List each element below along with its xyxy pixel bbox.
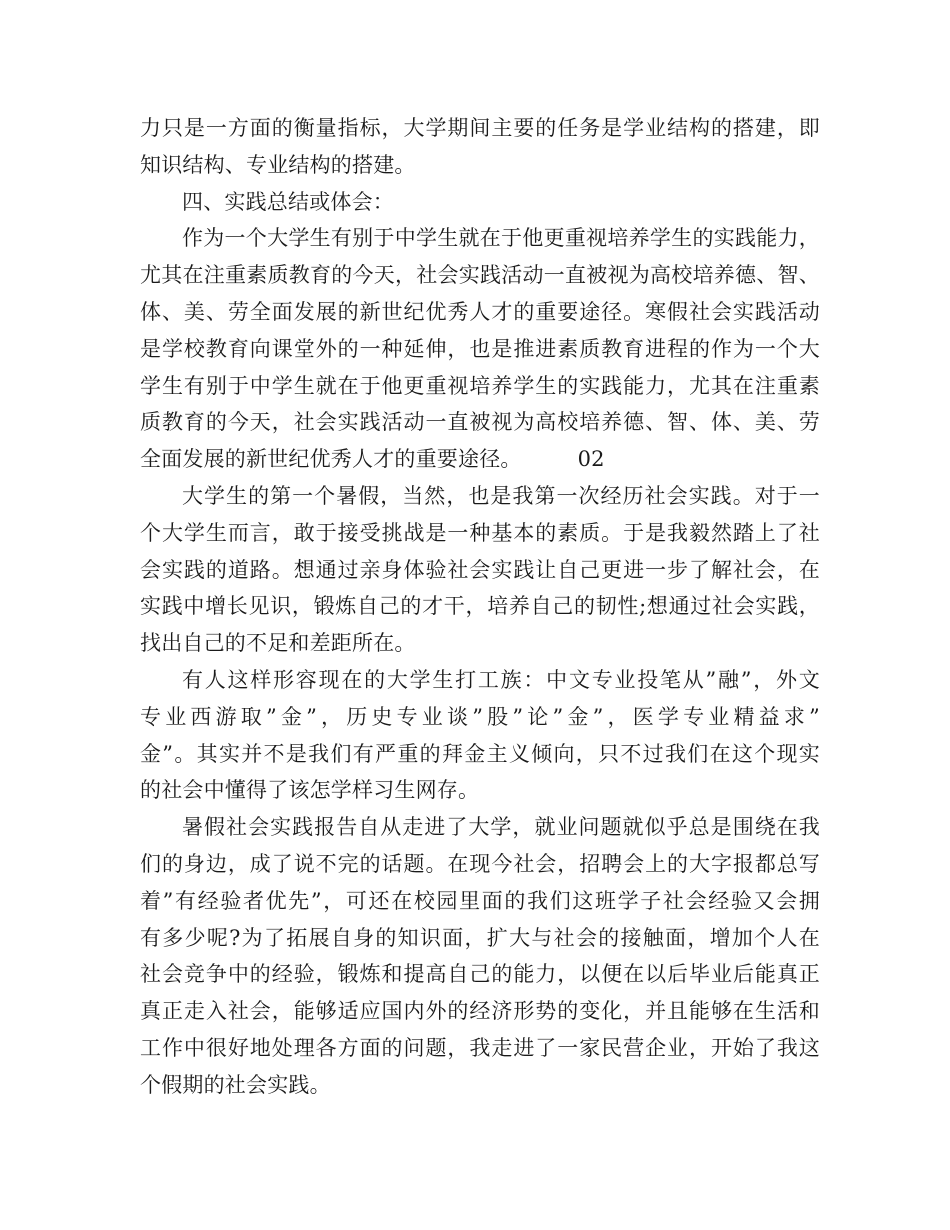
text-line: 的社会中懂得了该怎学样习生网存。	[140, 778, 480, 803]
text-line: 们的身边，成了说不完的话题。在现今社会，招聘会上的大字报都总写	[140, 851, 820, 876]
paragraph-1	[140, 110, 820, 184]
text-line: 尤其在注重素质教育的今天，社会实践活动一直被视为高校培养德、智、	[140, 263, 820, 288]
text-line: 个假期的社会实践。	[140, 1072, 331, 1097]
text-line: 是学校教育向课堂外的一种延伸，也是推进素质教育进程的作为一个大	[140, 336, 820, 361]
text-line: 暑假社会实践报告自从走进了大学，就业问题就似乎总是围绕在我	[182, 815, 820, 840]
text-line: 有人这样形容现在的大学生打工族：中文专业投笔从”融”，外文	[182, 667, 820, 692]
text-line: 作为一个大学生有别于中学生就在于他更重视培养学生的实践能力，	[182, 226, 820, 251]
text-line: 工作中很好地处理各方面的问题，我走进了一家民营企业，开始了我这	[140, 1035, 820, 1060]
text-line: 金”。其实并不是我们有严重的拜金主义倾向，只不过我们在这个现实	[140, 741, 820, 766]
text-line: 大学生的第一个暑假，当然，也是我第一次经历社会实践。对于一	[182, 483, 820, 508]
text-line: 真正走入社会，能够适应国内外的经济形势的变化，并且能够在生活和	[140, 999, 820, 1024]
text-line: 力只是一方面的衡量指标，大学期间主要的任务是学业结构的搭建，即	[140, 116, 820, 140]
paragraph-5	[140, 809, 820, 1103]
text-line-with-page-number	[140, 441, 820, 478]
text-line: 会实践的道路。想通过亲身体验社会实践让自己更进一步了解社会，在	[140, 557, 820, 582]
text-line: 学生有别于中学生就在于他更重视培养学生的实践能力，尤其在注重素	[140, 373, 820, 398]
text-line: 找出自己的不足和差距所在。	[140, 631, 416, 656]
text-line: 体、美、劳全面发展的新世纪优秀人才的重要途径。寒假社会实践活动	[140, 299, 820, 324]
document-body	[140, 110, 820, 1104]
text-line: 个大学生而言，敢于接受挑战是一种基本的素质。于是我毅然踏上了社	[140, 520, 820, 545]
paragraph-2	[140, 220, 820, 478]
text-line: 实践中增长见识，锻炼自己的才干，培养自己的韧性;想通过社会实践，	[140, 594, 820, 619]
text-line: 知识结构、专业结构的搭建。	[140, 152, 416, 177]
text-line: 社会竞争中的经验，锻炼和提高自己的能力，以便在以后毕业后能真正	[140, 962, 820, 987]
text-line: 着”有经验者优先”，可还在校园里面的我们这班学子社会经验又会拥	[140, 888, 820, 913]
text-line: 全面发展的新世纪优秀人才的重要途径。	[140, 447, 522, 472]
section-heading: 四、实践总结或体会：	[182, 189, 394, 214]
paragraph-3	[140, 478, 820, 662]
page-number: 02	[577, 447, 605, 472]
paragraph-4	[140, 662, 820, 809]
text-line: 质教育的今天，社会实践活动一直被视为高校培养德、智、体、美、劳	[140, 410, 820, 435]
text-line: 有多少呢?为了拓展自身的知识面，扩大与社会的接触面，增加个人在	[140, 925, 820, 950]
text-line: 专业西游取”金”，历史专业谈”股”论”金”，医学专业精益求”	[140, 704, 820, 729]
